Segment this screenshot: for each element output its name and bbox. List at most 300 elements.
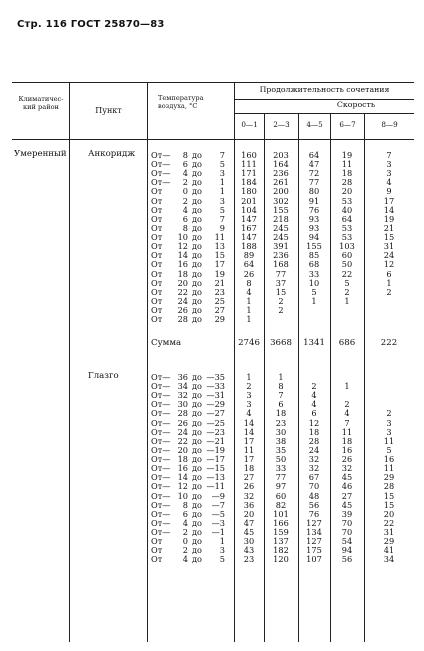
temperature-from: 22: [177, 286, 188, 297]
temperature-to-word: до: [192, 186, 202, 197]
temperature-prefix: От—: [151, 177, 171, 188]
temperature-to: —15: [206, 463, 225, 474]
table-cell: 261: [273, 177, 289, 188]
temperature-to-word: до: [192, 250, 202, 261]
table-cell: 47: [308, 159, 320, 170]
table-cell: 104: [241, 204, 257, 215]
table-cell: 15: [383, 499, 395, 510]
temperature-prefix: От: [151, 277, 163, 288]
temperature-from: 10: [177, 232, 188, 243]
header-speed-0-1: 0—1: [241, 120, 258, 129]
temperature-from: 28: [177, 408, 188, 419]
temperature-from: 6: [182, 213, 188, 224]
table-cell: 120: [273, 554, 289, 565]
table-cell: 3: [386, 426, 392, 437]
temperature-prefix: От: [151, 222, 163, 233]
temperature-to: 1: [219, 177, 225, 188]
table-cell: 147: [241, 232, 257, 243]
table-cell: 56: [308, 499, 320, 510]
temperature-range: [151, 554, 231, 564]
temperature-prefix: От—: [151, 517, 171, 528]
table-cell: 101: [273, 508, 289, 519]
temperature-to-word: до: [192, 195, 202, 206]
temperature-to-word: до: [192, 232, 202, 243]
temperature-from: 4: [182, 554, 188, 565]
temperature-to: 15: [214, 250, 225, 261]
col-divider-6: [330, 113, 331, 642]
temperature-to: 27: [214, 305, 225, 316]
temperature-prefix: От—: [151, 159, 171, 170]
col-divider-2: [147, 82, 148, 642]
table-cell: 48: [308, 490, 320, 501]
table-cell: 19: [383, 213, 395, 224]
point-name: Глазго: [88, 371, 119, 381]
table-cell: 4: [344, 408, 350, 419]
table-cell: 43: [243, 545, 255, 556]
table-cell: 2: [386, 408, 392, 419]
table-cell: 147: [241, 213, 257, 224]
table-cell: 2: [344, 286, 350, 297]
table-cell: 33: [308, 268, 320, 279]
table-cell: 46: [341, 481, 353, 492]
temperature-prefix: От: [151, 536, 163, 547]
temperature-from: 8: [182, 222, 188, 233]
table-cell: 53: [341, 222, 353, 233]
table-cell: 4: [246, 408, 252, 419]
table-cell: 4: [311, 390, 317, 401]
table-cell: 11: [341, 426, 353, 437]
temperature-to: 5: [219, 204, 225, 215]
table-cell: 203: [273, 150, 289, 160]
table-cell: 34: [383, 554, 395, 565]
temperature-to: 19: [214, 268, 225, 279]
temperature-to-word: до: [192, 222, 202, 233]
table-cell: 60: [341, 250, 353, 261]
temperature-prefix: От: [151, 195, 163, 206]
table-cell: 3: [246, 399, 252, 410]
temperature-prefix: От: [151, 554, 163, 565]
table-cell: 236: [273, 168, 289, 179]
temperature-to-word: до: [192, 241, 202, 252]
temperature-to: 3: [219, 545, 225, 556]
temperature-to-word: до: [192, 372, 202, 382]
temperature-prefix: От: [151, 286, 163, 297]
table-cell: 8: [278, 381, 284, 392]
temperature-to: 5: [219, 159, 225, 170]
temperature-to-word: до: [192, 426, 202, 437]
table-cell: 32: [341, 463, 353, 474]
temperature-from: 26: [177, 417, 188, 428]
temperature-from: 24: [177, 295, 188, 306]
temperature-to-word: до: [192, 527, 202, 538]
table-cell: 2: [311, 381, 317, 392]
temperature-to: 9: [219, 222, 225, 233]
table-cell: 19: [341, 150, 353, 160]
table-cell: 184: [241, 177, 257, 188]
temperature-prefix: От—: [151, 417, 171, 428]
temperature-to: —17: [206, 454, 225, 465]
table-cell: 27: [341, 490, 353, 501]
temperature-prefix: От—: [151, 490, 171, 501]
table-cell: 1: [311, 295, 317, 306]
temperature-to: —9: [211, 490, 225, 501]
temperature-to-word: до: [192, 463, 202, 474]
temperature-to: 1: [219, 186, 225, 197]
temperature-from: 24: [177, 426, 188, 437]
table-cell: 103: [339, 241, 355, 252]
table-cell: 50: [341, 259, 353, 270]
table-cell: 155: [306, 241, 322, 252]
table-cell: 3: [386, 417, 392, 428]
table-cell: 82: [275, 499, 287, 510]
temperature-from: 2: [182, 545, 188, 556]
temperature-prefix: От: [151, 268, 163, 279]
table-cell: 94: [341, 545, 353, 556]
temperature-prefix: От: [151, 295, 163, 306]
temperature-to-word: до: [192, 286, 202, 297]
table-cell: 64: [308, 150, 320, 160]
temperature-to-word: до: [192, 444, 202, 455]
temperature-to-word: до: [192, 490, 202, 501]
temperature-to: —7: [211, 499, 225, 510]
temperature-from: 36: [177, 372, 188, 382]
temperature-to-word: до: [192, 213, 202, 224]
table-cell: 93: [308, 222, 320, 233]
table-cell: 27: [243, 472, 255, 483]
table-cell: 72: [308, 168, 320, 179]
temperature-from: 0: [182, 186, 188, 197]
table-cell: 3: [246, 390, 252, 401]
temperature-to-word: до: [192, 277, 202, 288]
table-cell: 7: [278, 390, 284, 401]
table-cell: 1: [246, 314, 252, 325]
table-cell: 8: [246, 277, 252, 288]
temperature-to-word: до: [192, 295, 202, 306]
temperature-from: 30: [177, 399, 188, 410]
table-cell: 7: [386, 150, 392, 160]
temperature-to: —11: [206, 481, 225, 492]
temperature-from: 18: [177, 454, 188, 465]
table-cell: 39: [341, 508, 353, 519]
table-cell: 1: [278, 372, 284, 382]
header-duration-combination: Продолжительность сочетания: [259, 85, 390, 94]
header-speed-8-9: 8—9: [381, 120, 398, 129]
table-cell: 11: [341, 159, 353, 170]
temperature-from: 20: [177, 444, 188, 455]
table-cell: 16: [383, 454, 395, 465]
table-cell: 3: [386, 159, 392, 170]
point-name: Анкоридж: [88, 149, 136, 159]
temperature-prefix: От—: [151, 472, 171, 483]
table-cell: 5: [386, 444, 392, 455]
temperature-to-word: до: [192, 268, 202, 279]
climate-region: Умеренный: [14, 149, 67, 159]
temperature-to: —3: [211, 517, 225, 528]
temperature-prefix: От—: [151, 481, 171, 492]
table-cell: 2: [278, 295, 284, 306]
table-cell: 77: [275, 268, 287, 279]
table-cell: 32: [308, 463, 320, 474]
temperature-to: 25: [214, 295, 225, 306]
table-cell: 30: [275, 426, 287, 437]
temperature-to: 21: [214, 277, 225, 288]
table-cell: 15: [275, 286, 287, 297]
temperature-to: —5: [211, 508, 225, 519]
table-cell: 24: [308, 444, 320, 455]
temperature-to: —33: [206, 381, 225, 392]
temperature-to-word: до: [192, 554, 202, 565]
table-cell: 11: [383, 435, 395, 446]
table-cell: 22: [383, 517, 395, 528]
temperature-to-word: до: [192, 481, 202, 492]
temperature-prefix: От: [151, 314, 163, 325]
table-cell: 4: [311, 399, 317, 410]
header-climate-region: Климатичес-кий район: [18, 95, 64, 111]
table-cell: 54: [341, 536, 353, 547]
table-cell: 24: [383, 250, 395, 261]
table-cell: 391: [273, 241, 289, 252]
table-cell: 22: [341, 268, 353, 279]
table-cell: 167: [241, 222, 257, 233]
table-cell: 28: [308, 435, 320, 446]
table-cell: 4: [246, 286, 252, 297]
table-cell: 159: [273, 527, 289, 538]
temperature-to-word: до: [192, 168, 202, 179]
table-cell: 20: [243, 508, 255, 519]
table-cell: 30: [243, 536, 255, 547]
table-cell: 45: [243, 527, 255, 538]
table-cell: 6: [311, 408, 317, 419]
table-cell: 70: [308, 481, 320, 492]
temperature-from: 14: [177, 250, 188, 261]
header-speed-6-7: 6—7: [339, 120, 356, 129]
temperature-to: 3: [219, 168, 225, 179]
table-cell: 41: [383, 545, 395, 556]
duration-header-rule: [234, 99, 414, 100]
temperature-prefix: От—: [151, 499, 171, 510]
table-cell: 166: [273, 517, 289, 528]
temperature-to: —19: [206, 444, 225, 455]
table-cell: 171: [241, 168, 257, 179]
table-cell: 23: [275, 417, 287, 428]
table-cell: 45: [341, 499, 353, 510]
table-cell: 18: [243, 463, 255, 474]
temperature-prefix: От—: [151, 435, 171, 446]
table-cell: 5: [344, 277, 350, 288]
table-cell: 10: [308, 277, 320, 288]
table-cell: 175: [306, 545, 322, 556]
temperature-to-word: до: [192, 159, 202, 170]
table-cell: 2: [386, 286, 392, 297]
temperature-to-word: до: [192, 204, 202, 215]
temperature-from: 8: [182, 150, 188, 160]
temperature-to: 7: [219, 213, 225, 224]
temperature-from: 16: [177, 463, 188, 474]
table-cell: 14: [243, 426, 255, 437]
table-cell: 180: [241, 186, 257, 197]
sum-cell: 3668: [270, 338, 292, 348]
temperature-to-word: до: [192, 472, 202, 483]
temperature-to-word: до: [192, 314, 202, 325]
table-cell: 1: [344, 381, 350, 392]
table-cell: 36: [243, 499, 255, 510]
temperature-to: 1: [219, 536, 225, 547]
temperature-prefix: От: [151, 232, 163, 243]
temperature-to-word: до: [192, 259, 202, 270]
temperature-prefix: От—: [151, 463, 171, 474]
table-cell: 89: [243, 250, 255, 261]
table-cell: 18: [308, 426, 320, 437]
temperature-to: 5: [219, 554, 225, 565]
table-cell: 18: [275, 408, 287, 419]
temperature-from: 6: [182, 508, 188, 519]
temperature-to: 23: [214, 286, 225, 297]
table-cell: 168: [273, 259, 289, 270]
temperature-prefix: От: [151, 250, 163, 261]
temperature-to-word: до: [192, 536, 202, 547]
table-cell: 201: [241, 195, 257, 206]
table-cell: 56: [341, 554, 353, 565]
table-cell: 188: [241, 241, 257, 252]
table-cell: 302: [273, 195, 289, 206]
temperature-to-word: до: [192, 305, 202, 316]
temperature-to: —13: [206, 472, 225, 483]
temperature-to: —1: [211, 527, 225, 538]
table-cell: 31: [383, 241, 395, 252]
table-cell: 94: [308, 232, 320, 243]
table-cell: 76: [308, 204, 320, 215]
header-speed-2-3: 2—3: [273, 120, 290, 129]
table-cell: 107: [306, 554, 322, 565]
temperature-to-word: до: [192, 517, 202, 528]
temperature-to-word: до: [192, 499, 202, 510]
table-cell: 32: [243, 490, 255, 501]
table-cell: 9: [386, 186, 392, 197]
table-cell: 21: [383, 222, 395, 233]
table-cell: 28: [383, 481, 395, 492]
temperature-to: —35: [206, 372, 225, 382]
table-cell: 155: [273, 204, 289, 215]
temperature-to: —27: [206, 408, 225, 419]
temperature-from: 20: [177, 277, 188, 288]
temperature-prefix: От: [151, 545, 163, 556]
table-top-rule: [12, 82, 414, 83]
table-cell: 50: [275, 454, 287, 465]
table-cell: 15: [383, 490, 395, 501]
temperature-from: 22: [177, 435, 188, 446]
table-cell: 1: [386, 277, 392, 288]
table-cell: 70: [341, 527, 353, 538]
table-cell: 16: [341, 444, 353, 455]
temperature-to-word: до: [192, 454, 202, 465]
table-cell: 12: [383, 259, 395, 270]
temperature-to: 11: [214, 232, 225, 243]
table-cell: 5: [311, 286, 317, 297]
table-cell: 11: [383, 463, 395, 474]
table-cell: 64: [243, 259, 255, 270]
header-speed-4-5: 4—5: [306, 120, 323, 129]
temperature-from: 10: [177, 490, 188, 501]
temperature-from: 26: [177, 305, 188, 316]
table-cell: 37: [275, 277, 287, 288]
temperature-from: 34: [177, 381, 188, 392]
temperature-to-word: до: [192, 508, 202, 519]
table-cell: 29: [383, 472, 395, 483]
temperature-from: 2: [182, 177, 188, 188]
table-cell: 91: [308, 195, 320, 206]
page-header: Стр. 116 ГОСТ 25870—83: [17, 19, 165, 30]
table-cell: 18: [341, 435, 353, 446]
temperature-prefix: От—: [151, 150, 171, 160]
temperature-from: 32: [177, 390, 188, 401]
table-cell: 70: [341, 517, 353, 528]
table-cell: 1: [246, 305, 252, 316]
temperature-from: 18: [177, 268, 188, 279]
table-cell: 245: [273, 232, 289, 243]
table-cell: 20: [383, 508, 395, 519]
table-cell: 182: [273, 545, 289, 556]
temperature-to: —29: [206, 399, 225, 410]
temperature-range: [151, 314, 231, 324]
table-cell: 68: [308, 259, 320, 270]
table-cell: 14: [243, 417, 255, 428]
table-cell: 127: [306, 536, 322, 547]
sum-cell: 1341: [303, 338, 325, 348]
table-cell: 6: [386, 268, 392, 279]
table-cell: 26: [243, 481, 255, 492]
temperature-to: 13: [214, 241, 225, 252]
table-cell: 1: [246, 372, 252, 382]
table-cell: 6: [278, 399, 284, 410]
table-cell: 11: [243, 444, 255, 455]
table-cell: 127: [306, 517, 322, 528]
speed-header-rule: [234, 113, 414, 114]
table-cell: 15: [383, 232, 395, 243]
temperature-to-word: до: [192, 417, 202, 428]
temperature-to: —25: [206, 417, 225, 428]
table-cell: 93: [308, 213, 320, 224]
temperature-prefix: От—: [151, 508, 171, 519]
table-cell: 35: [275, 444, 287, 455]
temperature-prefix: От—: [151, 444, 171, 455]
table-cell: 53: [341, 232, 353, 243]
temperature-prefix: От—: [151, 381, 171, 392]
table-cell: 29: [383, 536, 395, 547]
table-cell: 85: [308, 250, 320, 261]
temperature-from: 4: [182, 168, 188, 179]
table-cell: 12: [308, 417, 320, 428]
table-cell: 17: [243, 435, 255, 446]
table-cell: 1: [246, 295, 252, 306]
table-cell: 40: [341, 204, 353, 215]
header-bottom-rule: [12, 139, 414, 140]
temperature-to: —23: [206, 426, 225, 437]
table-cell: 14: [383, 204, 395, 215]
table-cell: 111: [241, 159, 257, 170]
table-cell: 80: [308, 186, 320, 197]
temperature-to: 7: [219, 150, 225, 160]
temperature-to: —31: [206, 390, 225, 401]
temperature-from: 4: [182, 204, 188, 215]
temperature-from: 2: [182, 527, 188, 538]
table-cell: 64: [341, 213, 353, 224]
temperature-to-word: до: [192, 390, 202, 401]
temperature-prefix: От—: [151, 408, 171, 419]
temperature-prefix: От—: [151, 399, 171, 410]
temperature-to: —21: [206, 435, 225, 446]
table-cell: 47: [243, 517, 255, 528]
temperature-to: 29: [214, 314, 225, 325]
